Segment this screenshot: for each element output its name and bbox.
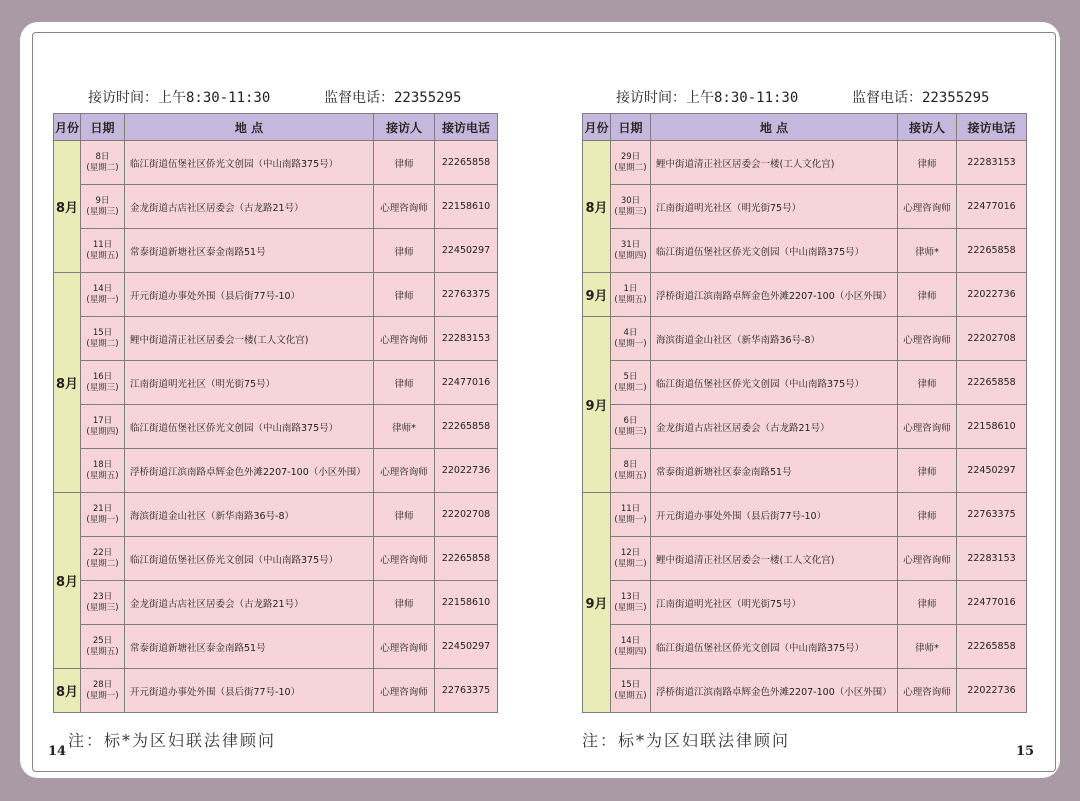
table-row (583, 229, 1027, 273)
place-cell: 金龙街道古店社区居委会（古龙路21号） (651, 405, 898, 449)
person-cell: 律师 (374, 141, 435, 185)
phone-cell: 22265858 (435, 141, 498, 185)
date-cell (81, 581, 125, 625)
person-cell: 律师 (898, 581, 957, 625)
phone-cell: 22202708 (957, 317, 1027, 361)
phone-cell: 22450297 (957, 449, 1027, 493)
right-visit-time: 接访时间：上午8:30-11:30 (616, 90, 799, 106)
phone-cell: 22022736 (957, 669, 1027, 713)
date-day: 5日 (623, 371, 638, 382)
table-row (54, 361, 498, 405)
place-cell: 海滨街道金山社区（新华南路36号-8） (125, 493, 374, 537)
place-cell: 江南街道明光社区（明光街75号） (651, 185, 898, 229)
date-weekday: (星期四) (86, 426, 119, 437)
place-cell: 浮桥街道江滨南路卓辉金色外滩2207-100（小区外围） (125, 449, 374, 493)
right-schedule-table (582, 113, 1027, 713)
table-row (54, 185, 498, 229)
date-weekday: (星期五) (86, 646, 119, 657)
date-cell (611, 361, 651, 405)
col-date-header: 日期 (81, 114, 125, 141)
date-cell (611, 141, 651, 185)
right-supervision-phone: 监督电话：22355295 (852, 90, 990, 106)
place-cell: 鲤中街道清正社区居委会一楼(工人文化宫) (651, 537, 898, 581)
phone-cell: 22283153 (957, 537, 1027, 581)
table-row (583, 493, 1027, 537)
date-day: 25日 (92, 635, 113, 646)
date-cell (81, 317, 125, 361)
person-cell: 律师 (898, 493, 957, 537)
month-cell: 9月 (583, 273, 611, 317)
date-day: 23日 (92, 591, 113, 602)
person-cell: 律师 (898, 141, 957, 185)
table-row (583, 405, 1027, 449)
date-weekday: (星期一) (86, 294, 119, 305)
phone-cell: 22283153 (435, 317, 498, 361)
person-cell: 心理咨询师 (898, 669, 957, 713)
date-weekday: (星期五) (86, 470, 119, 481)
date-cell (81, 141, 125, 185)
col-place-header: 地 点 (651, 114, 898, 141)
date-weekday: (星期五) (86, 250, 119, 261)
date-weekday: (星期二) (86, 338, 119, 349)
date-day: 12日 (620, 547, 641, 558)
place-cell: 开元街道办事处外围（县后街77号-10） (125, 273, 374, 317)
phone-cell: 22450297 (435, 229, 498, 273)
date-day: 16日 (92, 371, 113, 382)
date-day: 22日 (92, 547, 113, 558)
phone-cell: 22202708 (435, 493, 498, 537)
date-day: 18日 (92, 459, 113, 470)
date-day: 11日 (620, 503, 641, 514)
col-person-header: 接访人 (898, 114, 957, 141)
date-weekday: (星期一) (86, 514, 119, 525)
table-row (583, 361, 1027, 405)
date-cell (81, 229, 125, 273)
person-cell: 律师 (374, 229, 435, 273)
table-row (583, 625, 1027, 669)
place-cell: 金龙街道古店社区居委会（古龙路21号） (125, 581, 374, 625)
date-cell (611, 273, 651, 317)
person-cell: 律师 (898, 361, 957, 405)
date-weekday: (星期三) (614, 206, 647, 217)
table-row (54, 493, 498, 537)
table-row (54, 669, 498, 713)
table-row (583, 537, 1027, 581)
date-day: 28日 (92, 679, 113, 690)
place-cell: 临江街道伍堡社区侨光文创园（中山南路375号） (125, 405, 374, 449)
place-cell: 浮桥街道江滨南路卓辉金色外滩2207-100（小区外围） (651, 273, 898, 317)
phone-cell: 22763375 (435, 273, 498, 317)
date-cell (81, 405, 125, 449)
date-cell (611, 669, 651, 713)
table-row (54, 625, 498, 669)
date-weekday: (星期五) (614, 690, 647, 701)
date-cell (611, 449, 651, 493)
person-cell: 心理咨询师 (898, 185, 957, 229)
date-day: 8日 (623, 459, 638, 470)
person-cell: 律师 (898, 449, 957, 493)
date-cell (81, 273, 125, 317)
date-weekday: (星期一) (86, 690, 119, 701)
date-cell (611, 229, 651, 273)
table-row (54, 537, 498, 581)
date-weekday: (星期三) (86, 602, 119, 613)
table-row (583, 141, 1027, 185)
person-cell: 心理咨询师 (898, 317, 957, 361)
date-day: 1日 (623, 283, 638, 294)
person-cell: 心理咨询师 (898, 537, 957, 581)
table-row (54, 581, 498, 625)
table-row (54, 449, 498, 493)
phone-cell: 22283153 (957, 141, 1027, 185)
place-cell: 临江街道伍堡社区侨光文创园（中山南路375号） (651, 229, 898, 273)
month-cell: 9月 (583, 317, 611, 493)
date-day: 4日 (623, 327, 638, 338)
date-weekday: (星期五) (614, 470, 647, 481)
table-row (54, 317, 498, 361)
place-cell: 海滨街道金山社区（新华南路36号-8） (651, 317, 898, 361)
phone-cell: 22477016 (957, 185, 1027, 229)
date-day: 21日 (92, 503, 113, 514)
person-cell: 心理咨询师 (374, 449, 435, 493)
date-weekday: (星期一) (614, 338, 647, 349)
phone-cell: 22158610 (435, 581, 498, 625)
date-weekday: (星期三) (614, 426, 647, 437)
table-row (583, 449, 1027, 493)
date-cell (81, 185, 125, 229)
place-cell: 临江街道伍堡社区侨光文创园（中山南路375号） (125, 141, 374, 185)
left-schedule-table (53, 113, 498, 713)
person-cell: 心理咨询师 (374, 537, 435, 581)
date-cell (611, 625, 651, 669)
date-day: 31日 (620, 239, 641, 250)
date-day: 30日 (620, 195, 641, 206)
date-weekday: (星期三) (614, 602, 647, 613)
right-footnote: 注：标*为区妇联法律顾问 (582, 731, 791, 750)
person-cell: 律师* (374, 405, 435, 449)
date-weekday: (星期二) (614, 558, 647, 569)
place-cell: 浮桥街道江滨南路卓辉金色外滩2207-100（小区外围） (651, 669, 898, 713)
date-weekday: (星期二) (614, 162, 647, 173)
date-weekday: (星期一) (614, 514, 647, 525)
phone-cell: 22763375 (435, 669, 498, 713)
date-cell (81, 537, 125, 581)
date-day: 6日 (623, 415, 638, 426)
date-cell (81, 449, 125, 493)
date-weekday: (星期二) (86, 162, 119, 173)
table-row (583, 185, 1027, 229)
place-cell: 金龙街道古店社区居委会（古龙路21号） (125, 185, 374, 229)
table-row (583, 581, 1027, 625)
month-cell: 8月 (54, 669, 81, 713)
col-month-header: 月份 (54, 114, 81, 141)
date-cell (81, 493, 125, 537)
date-cell (81, 669, 125, 713)
date-day: 9日 (95, 195, 110, 206)
phone-cell: 22265858 (435, 405, 498, 449)
date-day: 15日 (620, 679, 641, 690)
date-weekday: (星期三) (86, 382, 119, 393)
date-weekday: (星期三) (86, 206, 119, 217)
phone-cell: 22763375 (957, 493, 1027, 537)
month-cell: 8月 (54, 141, 81, 273)
person-cell: 心理咨询师 (374, 185, 435, 229)
date-day: 14日 (92, 283, 113, 294)
date-cell (611, 493, 651, 537)
date-cell (611, 185, 651, 229)
person-cell: 律师 (374, 581, 435, 625)
place-cell: 鲤中街道清正社区居委会一楼(工人文化宫) (125, 317, 374, 361)
col-phone-header: 接访电话 (435, 114, 498, 141)
person-cell: 心理咨询师 (898, 405, 957, 449)
phone-cell: 22477016 (435, 361, 498, 405)
phone-cell: 22477016 (957, 581, 1027, 625)
table-row (54, 405, 498, 449)
month-cell: 9月 (583, 493, 611, 713)
date-cell (81, 361, 125, 405)
table-row (583, 669, 1027, 713)
date-cell (81, 625, 125, 669)
date-day: 17日 (92, 415, 113, 426)
person-cell: 律师* (898, 625, 957, 669)
phone-cell: 22265858 (957, 229, 1027, 273)
person-cell: 律师 (374, 493, 435, 537)
table-row (54, 273, 498, 317)
person-cell: 律师 (374, 273, 435, 317)
place-cell: 鲤中街道清正社区居委会一楼(工人文化宫) (651, 141, 898, 185)
month-cell: 8月 (54, 273, 81, 493)
left-visit-time: 接访时间：上午8:30-11:30 (88, 90, 271, 106)
date-cell (611, 581, 651, 625)
col-date-header: 日期 (611, 114, 651, 141)
person-cell: 心理咨询师 (374, 317, 435, 361)
table-row (54, 141, 498, 185)
table-row (583, 317, 1027, 361)
person-cell: 律师 (374, 361, 435, 405)
place-cell: 开元街道办事处外围（县后街77号-10） (651, 493, 898, 537)
place-cell: 临江街道伍堡社区侨光文创园（中山南路375号） (651, 361, 898, 405)
right-page-number: 15 (1016, 744, 1035, 759)
date-day: 11日 (92, 239, 113, 250)
table-header-row (583, 114, 1027, 141)
date-weekday: (星期四) (614, 250, 647, 261)
date-weekday: (星期二) (86, 558, 119, 569)
place-cell: 常泰街道新塘社区泰金南路51号 (125, 229, 374, 273)
phone-cell: 22265858 (957, 625, 1027, 669)
col-person-header: 接访人 (374, 114, 435, 141)
date-day: 13日 (620, 591, 641, 602)
date-day: 15日 (92, 327, 113, 338)
left-footnote: 注：标*为区妇联法律顾问 (68, 731, 277, 750)
left-page-number: 14 (48, 744, 67, 759)
date-cell (611, 537, 651, 581)
phone-cell: 22022736 (957, 273, 1027, 317)
col-phone-header: 接访电话 (957, 114, 1027, 141)
phone-cell: 22265858 (435, 537, 498, 581)
date-weekday: (星期五) (614, 294, 647, 305)
place-cell: 临江街道伍堡社区侨光文创园（中山南路375号） (651, 625, 898, 669)
date-weekday: (星期四) (614, 646, 647, 657)
place-cell: 江南街道明光社区（明光街75号） (651, 581, 898, 625)
phone-cell: 22265858 (957, 361, 1027, 405)
place-cell: 常泰街道新塘社区泰金南路51号 (125, 625, 374, 669)
phone-cell: 22022736 (435, 449, 498, 493)
col-place-header: 地 点 (125, 114, 374, 141)
phone-cell: 22158610 (435, 185, 498, 229)
col-month-header: 月份 (583, 114, 611, 141)
left-supervision-phone: 监督电话：22355295 (324, 90, 462, 106)
phone-cell: 22450297 (435, 625, 498, 669)
person-cell: 律师* (898, 229, 957, 273)
date-day: 14日 (620, 635, 641, 646)
person-cell: 律师 (898, 273, 957, 317)
date-cell (611, 317, 651, 361)
place-cell: 临江街道伍堡社区侨光文创园（中山南路375号） (125, 537, 374, 581)
table-header-row (54, 114, 498, 141)
table-row (54, 229, 498, 273)
table-row (583, 273, 1027, 317)
date-cell (611, 405, 651, 449)
place-cell: 常泰街道新塘社区泰金南路51号 (651, 449, 898, 493)
phone-cell: 22158610 (957, 405, 1027, 449)
date-day: 29日 (620, 151, 641, 162)
person-cell: 心理咨询师 (374, 625, 435, 669)
date-weekday: (星期二) (614, 382, 647, 393)
month-cell: 8月 (54, 493, 81, 669)
place-cell: 开元街道办事处外围（县后街77号-10） (125, 669, 374, 713)
person-cell: 心理咨询师 (374, 669, 435, 713)
date-day: 8日 (95, 151, 110, 162)
place-cell: 江南街道明光社区（明光街75号） (125, 361, 374, 405)
month-cell: 8月 (583, 141, 611, 273)
